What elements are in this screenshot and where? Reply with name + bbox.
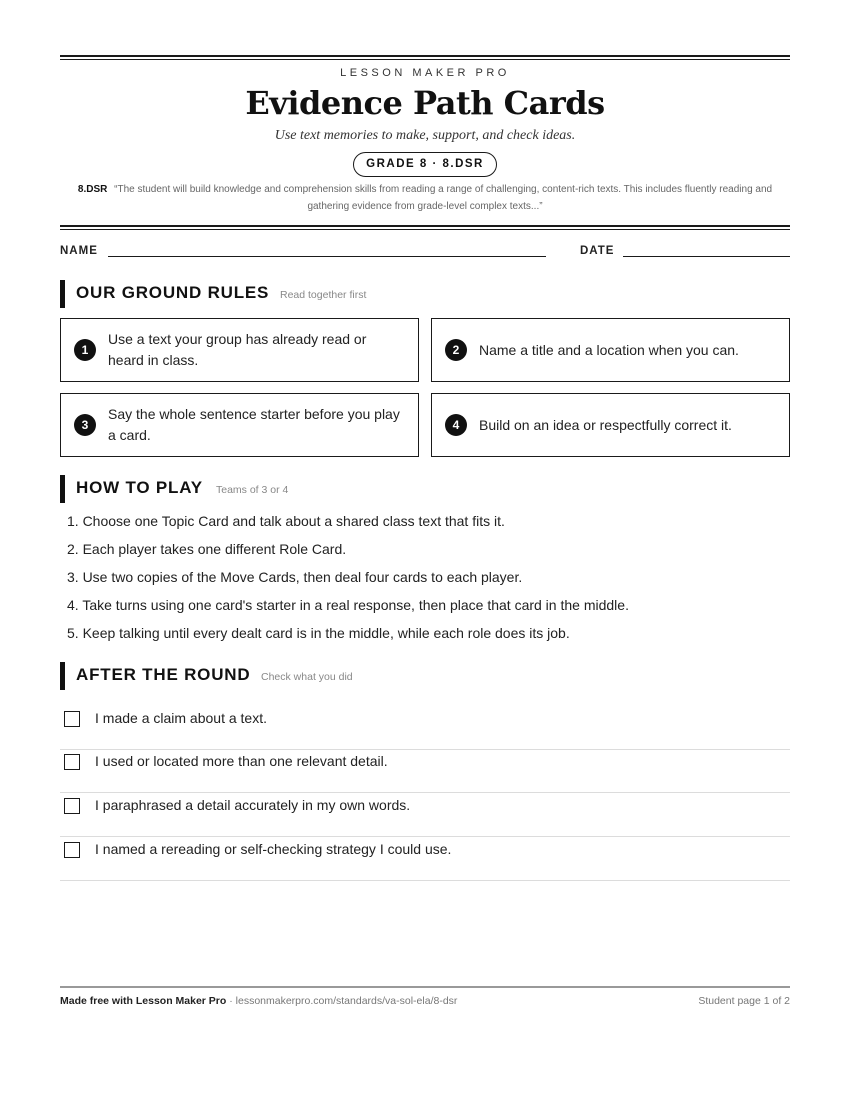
checkbox[interactable] <box>64 842 80 858</box>
checklist-item <box>60 748 790 793</box>
footer-url[interactable]: · lessonmakerpro.com/standards/va-sol-ela/8-dsr <box>229 995 458 1007</box>
rule-number-badge: 2 <box>445 339 467 361</box>
section-bar <box>60 280 65 308</box>
name-label: NAME <box>60 245 98 257</box>
ground-rule-card <box>60 393 419 457</box>
brand-name: LESSON MAKER PRO <box>340 67 510 79</box>
standard-code: 8.DSR <box>77 184 108 195</box>
header-divider <box>60 225 790 230</box>
checklist-label: I named a rereading or self-checking strategy I could use. <box>95 841 452 857</box>
rule-text: Say the whole sentence starter before you play a card. <box>108 406 400 443</box>
footer-made-with: Made free with Lesson Maker Pro <box>60 995 227 1007</box>
page-subtitle: Use text memories to make, support, and check ideas. <box>274 128 576 143</box>
step-item: 5. Keep talking until every dealt card is in the middle, while each role does its job. <box>67 625 570 641</box>
grade-badge: GRADE 8 · 8.DSR <box>353 152 497 177</box>
name-date-row <box>60 245 790 261</box>
checkbox[interactable] <box>64 798 80 814</box>
step-item: 1. Choose one Topic Card and talk about a shared class text that fits it. <box>67 513 505 529</box>
rule-text: Name a title and a location when you can. <box>479 341 739 358</box>
ground-rule-card <box>60 318 419 382</box>
checklist-label: I made a claim about a text. <box>95 710 267 726</box>
rule-number-badge: 4 <box>445 414 467 436</box>
date-field[interactable] <box>623 256 790 257</box>
checkbox[interactable] <box>64 754 80 770</box>
page-number: Student page 1 of 2 <box>698 995 790 1007</box>
ground-rules-subtitle: Read together first <box>280 289 367 301</box>
checklist-item <box>60 792 790 837</box>
rule-number-badge: 3 <box>74 414 96 436</box>
checklist-item <box>60 705 790 750</box>
standard-text: “The student will build knowledge and comprehension skills from reading a range of challenging, content-rich texts. This includes fluently reading and gathering evidence from grade-level complex texts...” <box>114 184 773 212</box>
after-round-heading <box>60 662 790 690</box>
ground-rules-title: OUR GROUND RULES <box>76 283 270 302</box>
standard-description <box>70 181 780 215</box>
how-to-play-heading <box>60 475 790 503</box>
section-bar <box>60 662 65 690</box>
ground-rules-heading <box>60 280 790 308</box>
step-item: 3. Use two copies of the Move Cards, then deal four cards to each player. <box>67 569 523 585</box>
how-to-play-steps <box>67 510 787 650</box>
name-field[interactable] <box>108 256 546 257</box>
worksheet-page <box>60 0 790 1100</box>
rule-text: Build on an idea or respectfully correct it. <box>479 416 732 433</box>
top-divider <box>60 55 790 60</box>
step-item: 4. Take turns using one card's starter in a real response, then place that card in the middle. <box>67 597 629 613</box>
footer-credit <box>60 995 457 1007</box>
rule-number-badge: 1 <box>74 339 96 361</box>
section-bar <box>60 475 65 503</box>
date-label: DATE <box>580 245 615 257</box>
page-title: Evidence Path Cards <box>245 84 605 122</box>
after-round-title: AFTER THE ROUND <box>76 665 251 684</box>
step-item: 2. Each player takes one different Role Card. <box>67 541 347 557</box>
after-round-subtitle: Check what you did <box>261 671 353 683</box>
footer-divider <box>60 986 790 988</box>
checklist-item <box>60 836 790 881</box>
ground-rule-card <box>431 318 790 382</box>
how-to-play-title: HOW TO PLAY <box>76 478 203 497</box>
checkbox[interactable] <box>64 711 80 727</box>
ground-rule-card <box>431 393 790 457</box>
checklist-label: I used or located more than one relevant detail. <box>95 753 388 769</box>
how-to-play-subtitle: Teams of 3 or 4 <box>216 484 289 496</box>
checklist-label: I paraphrased a detail accurately in my own words. <box>95 797 411 813</box>
rule-text: Use a text your group has already read or heard in class. <box>108 331 367 368</box>
